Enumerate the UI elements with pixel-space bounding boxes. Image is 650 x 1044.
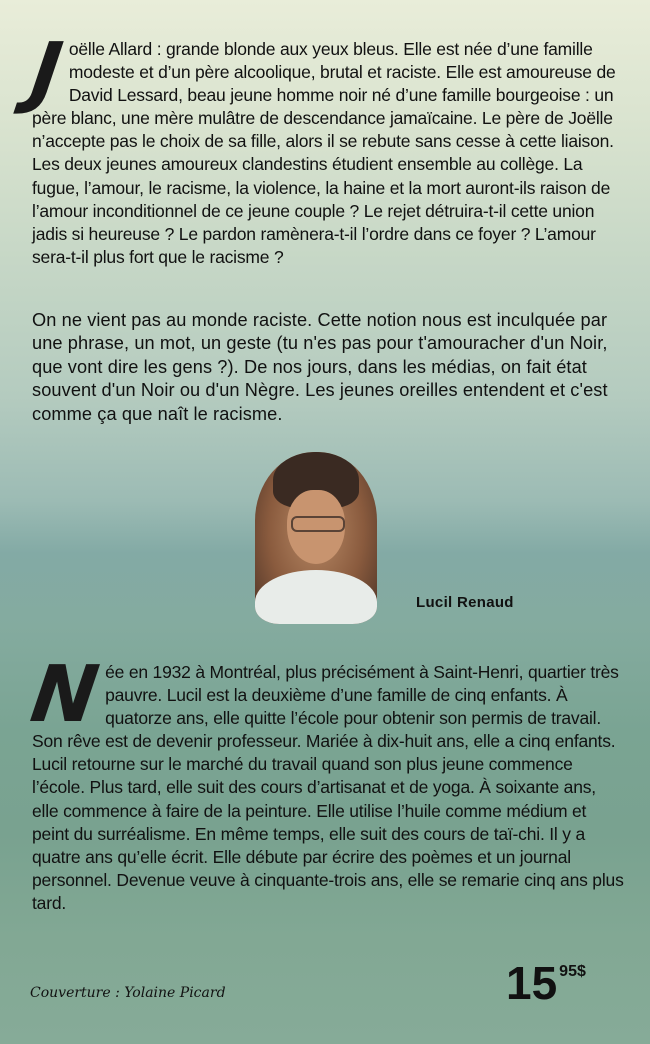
author-photo-shoulders: [255, 570, 377, 624]
synopsis-paragraph: [25, 27, 624, 269]
author-photo-glasses: [291, 516, 345, 532]
biography-paragraph: [25, 650, 624, 915]
price-main: 15: [506, 957, 558, 1009]
price: [506, 957, 586, 1009]
dropcap-n: N: [25, 650, 104, 740]
cover-credit: Couverture : Yolaine Picard: [30, 985, 226, 1001]
commentary-paragraph: [32, 309, 624, 426]
commentary-text: On ne vient pas au monde raciste. Cette notion nous est inculquée par une phrase, un mot, un geste (tu n'es pas pour t'amouracher d'un Noir, que vont dire les gens ?). De nos jours, dans les médias, on fait état souvent d'un Noir ou d'un Nègre. Les jeunes oreilles entendent et c'est comme ça que naît le racisme.: [32, 310, 608, 424]
price-cents: 95$: [559, 963, 586, 980]
dropcap-j: J: [25, 27, 68, 117]
biography-text: ée en 1932 à Montréal, plus précisément à Saint-Henri, quartier très pauvre. Lucil est la deuxième d’une famille de cinq enfants. À quatorze ans, elle quitte l’école pour obtenir son permis de travail. Son rêve est de devenir professeur. Mariée à dix-huit ans, elle a cinq enfants. Lucil retourne sur le marché du travail quand son plus jeune commence l’école. Plus tard, elle suit des cours d’artisanat et de yoga. À soixante ans, elle commence à faire de la peinture. Elle utilise l’huile comme médium et peint du surréalisme. En même temps, elle suit des cours de taï-chi. Il y a quatre ans qu’elle écrit. Elle débute par écrire des poèmes et un journal personnel. Devenue veuve à cinquante-trois ans, elle se remarie cinq ans plus tard.: [32, 662, 624, 913]
author-photo: [255, 452, 377, 624]
synopsis-text: oëlle Allard : grande blonde aux yeux bleus. Elle est née d’une famille modeste et d’un père alcoolique, brutal et raciste. Elle est amoureuse de David Lessard, beau jeune homme noir né d’une famille bourgeoise : un père blanc, une mère mulâtre de descendance jamaïcaine. Le père de Joëlle n’accepte pas le choix de sa fille, alors il se rebute sans cesse à cette liaison. Les deux jeunes amoureux clandestins étudient ensemble au collège. La fugue, l’amour, le racisme, la violence, la haine et la mort auront-ils raison de l’amour inconditionnel de ce jeune couple ? Le rejet détruira-t-il cette union jadis si heureuse ? Le pardon ramènera-t-il l’ordre dans ce foyer ? L’amour sera-t-il plus fort que le racisme ?: [32, 39, 616, 267]
author-name: Lucil Renaud: [416, 594, 514, 611]
